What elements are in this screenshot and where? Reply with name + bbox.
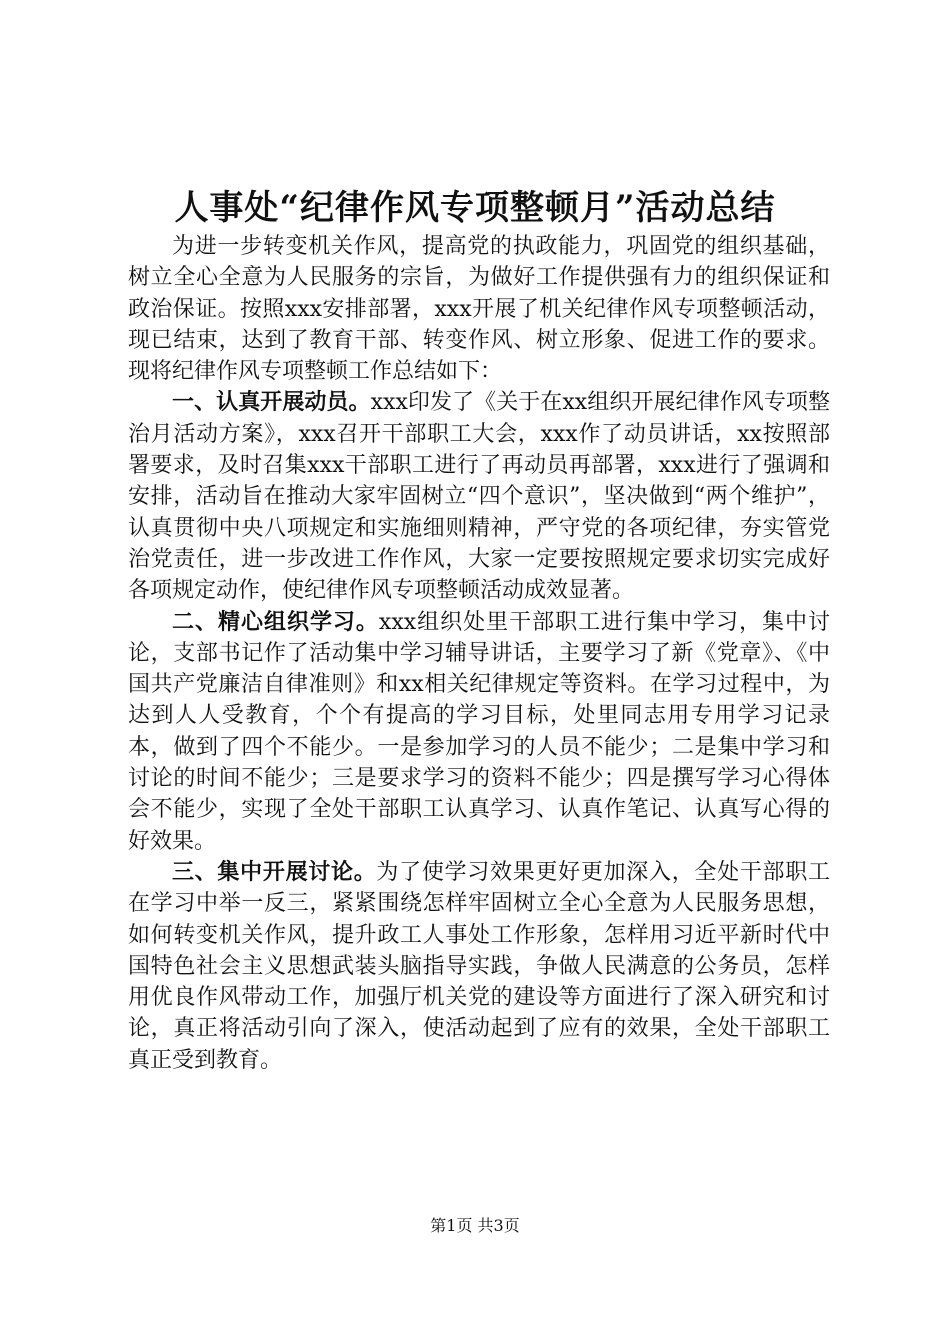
section-heading-3: 三、集中开展讨论。 xyxy=(172,858,377,885)
section-text-3: 为了使学习效果更好更加深入，全处干部职工在学习中举一反三，紧紧围绕怎样牢固树立全心全意为人民服务思想，如何转变机关作风，提升政工人事处工作形象，怎样用习近平新时代中国特色社会主义思想武装头脑指导实践，争做人民满意的公务员，怎样用优良作风带动工作，加强厅机关党的建设等方面进行了深入研究和讨论，真正将活动引向了深入，使活动起到了应有的效果，全处干部职工真正受到教育。 xyxy=(128,859,830,1073)
section-paragraph-2 xyxy=(128,607,830,857)
document-body xyxy=(128,231,830,1076)
page-footer: 第1页 共3页 xyxy=(430,1216,520,1235)
section-paragraph-1 xyxy=(128,387,830,606)
intro-paragraph: 为进一步转变机关作风，提高党的执政能力，巩固党的组织基础，树立全心全意为人民服务的宗旨，为做好工作提供强有力的组织保证和政治保证。按照xxx安排部署，xxx开展了机关纪律作风专项整顿活动，现已结束，达到了教育干部、转变作风、树立形象、促进工作的要求。现将纪律作风专项整顿工作总结如下： xyxy=(128,234,830,385)
section-paragraph-3 xyxy=(128,857,830,1076)
document-title: 人事处“纪律作风专项整顿月”活动总结 xyxy=(174,188,776,228)
section-heading-2: 二、精心组织学习。 xyxy=(172,608,379,635)
section-heading-1: 一、认真开展动员。 xyxy=(172,389,371,416)
section-text-1: xxx印发了《关于在xx组织开展纪律作风专项整治月活动方案》，xxx召开干部职工大会，xxx作了动员讲话，xx按照部署要求，及时召集xxx干部职工进行了再动员再部署，xxx进行了强调和安排，活动旨在推动大家牢固树立“四个意识”，坚决做到“两个维护”，认真贯彻中央八项规定和实施细则精神，严守党的各项纪律，夯实管党治党责任，进一步改进工作作风，大家一定要按照规定要求切实完成好各项规定动作，使纪律作风专项整顿活动成效显著。 xyxy=(128,390,830,604)
section-text-2: xxx组织处里干部职工进行集中学习，集中讨论，支部书记作了活动集中学习辅导讲话，主要学习了新《党章》、《中国共产党廉洁自律准则》和xx相关纪律规定等资料。在学习过程中，为达到人人受教育，个个有提高的学习目标，处里同志用专用学习记录本，做到了四个不能少。一是参加学习的人员不能少；二是集中学习和讨论的时间不能少；三是要求学习的资料不能少；四是撰写学习心得体会不能少，实现了全处干部职工认真学习、认真作笔记、认真写心得的好效果。 xyxy=(128,609,830,854)
